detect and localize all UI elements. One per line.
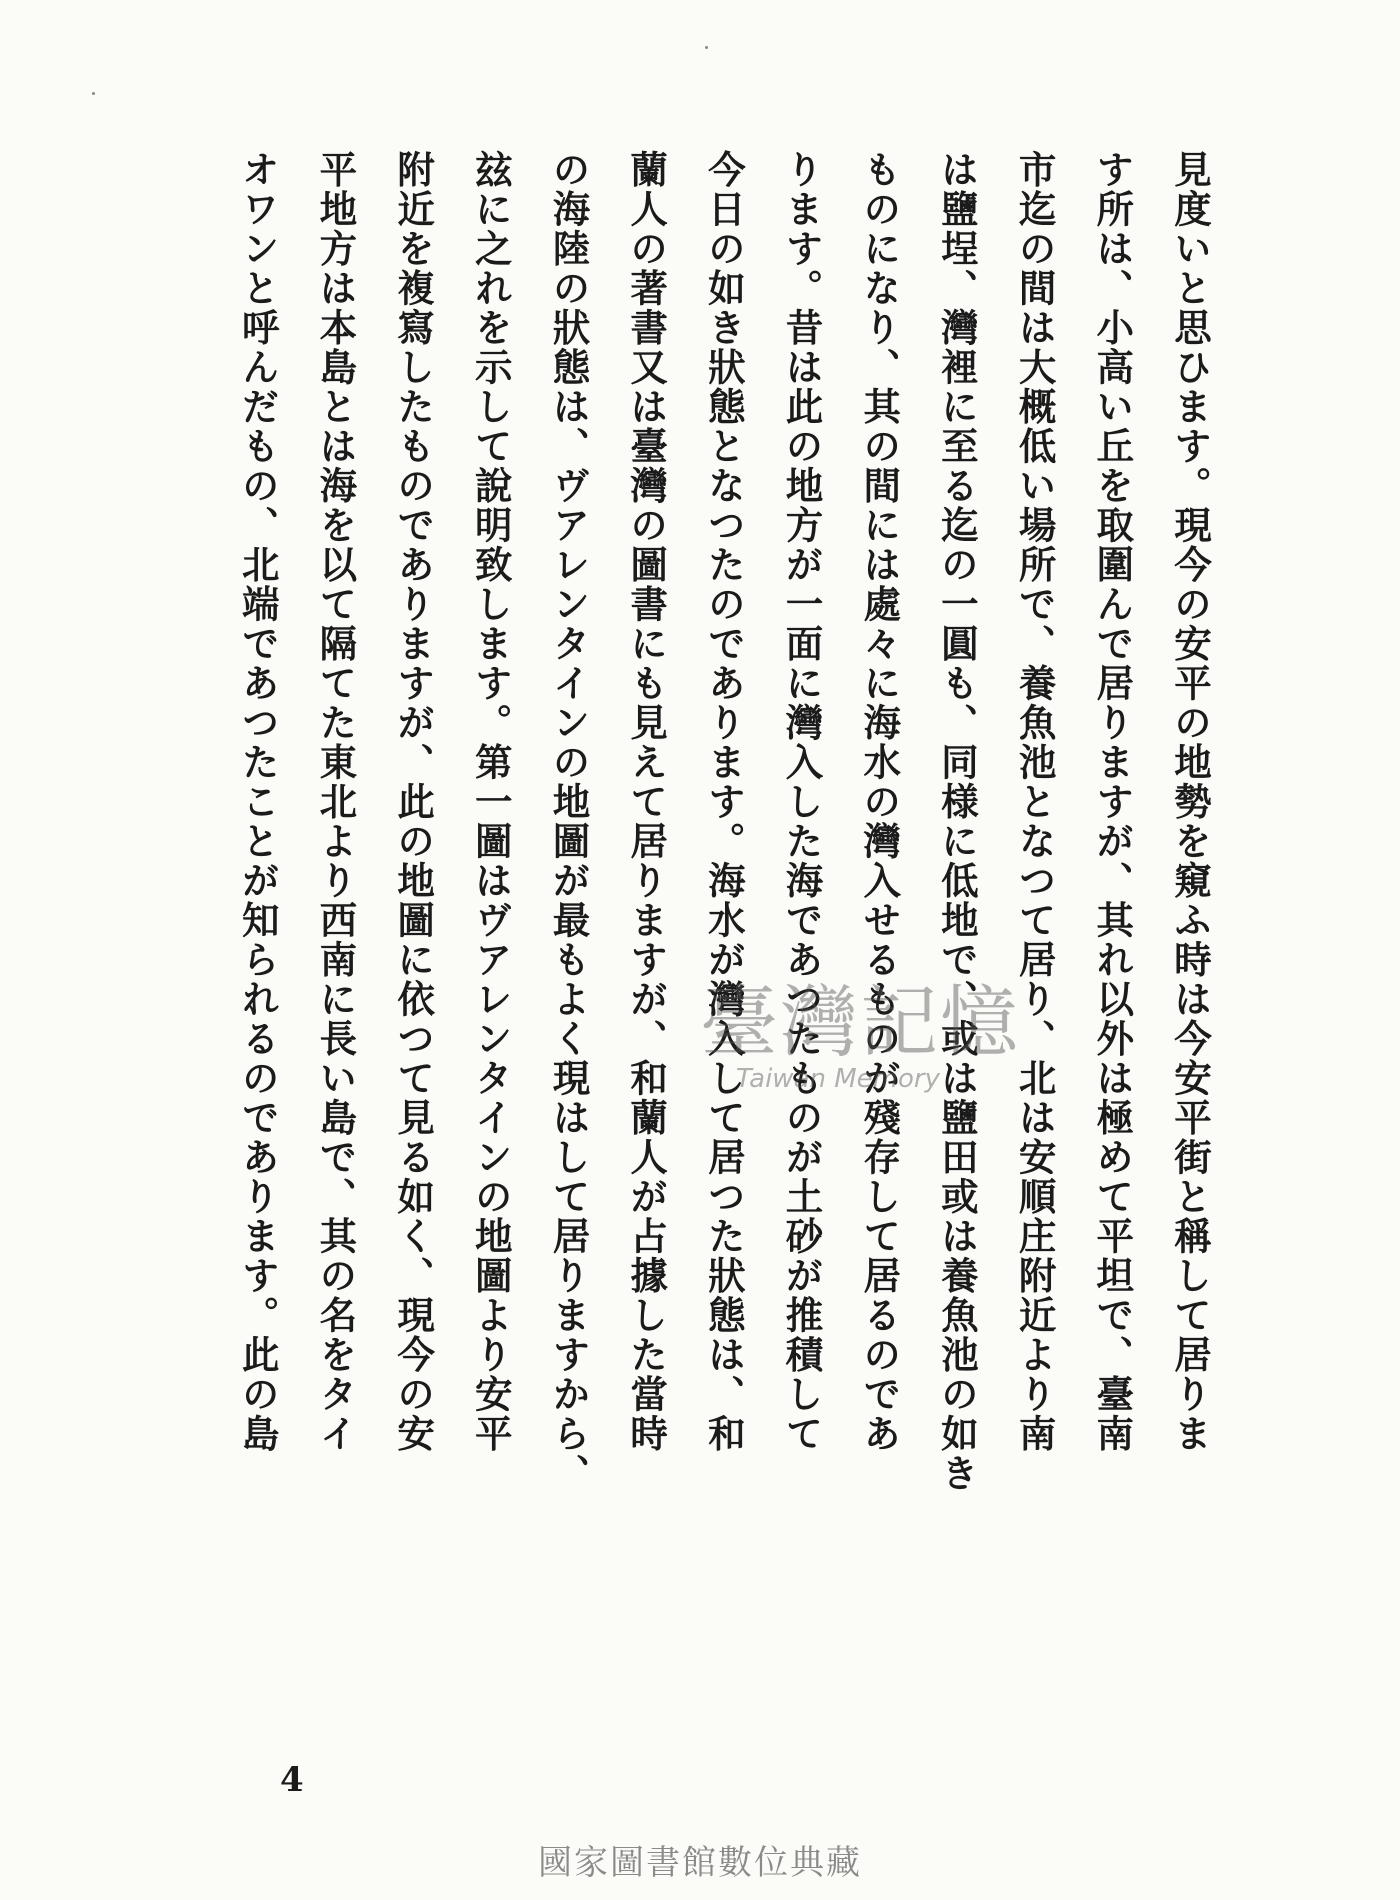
page-number: 4: [280, 1760, 304, 1800]
text-column-11: 附近を複寫したものでありますが、此の地圖に依つて見る如く、現今の安: [391, 150, 436, 1454]
vertical-text-block: [220, 150, 1230, 1710]
text-column-2: す所は、小高い丘を取圍んで居りますが、其れ以外は極めて平坦で、臺南: [1090, 150, 1135, 1454]
text-column-8: 蘭人の著書又は臺灣の圖書にも見えて居りますが、和蘭人が占據した當時: [624, 150, 669, 1454]
text-column-10: 玆に之れを示して說明致します。第一圖はヴアレンタインの地圖より安平: [468, 150, 513, 1454]
text-column-12: 平地方は本島とは海を以て隔てた東北より西南に長い島で、其の名をタイ: [313, 150, 358, 1454]
scan-speck: [705, 46, 708, 49]
text-column-9: の海陸の狀態は、ヴアレンタインの地圖が最もよく現はして居りますから、: [546, 150, 591, 1493]
watermark-english: Taiwan Memory: [736, 1064, 940, 1094]
library-footer: 國家圖書館數位典藏: [538, 1843, 862, 1883]
text-column-4: は鹽埕、灣裡に至る迄の一圓も、同様に低地で、或は鹽田或は養魚池の如き: [934, 150, 979, 1493]
text-column-1: 見度いと思ひます。現今の安平の地勢を窺ふ時は今安平街と稱して居りま: [1167, 150, 1212, 1454]
watermark-chinese: 臺灣記憶: [700, 978, 1021, 1068]
text-column-7: 今日の如き狀態となつたのであります。海水が灣入して居つた狀態は、和: [701, 150, 746, 1454]
text-column-5: ものになり、其の間には處々に海水の灣入せるものが殘存して居るのであ: [857, 150, 902, 1454]
text-column-3: 市迄の間は大概低い場所で、養魚池となつて居り、北は安順庄附近より南: [1012, 150, 1057, 1454]
text-column-13: オワンと呼んだもの、北端であつたことが知られるのであります。此の島: [235, 150, 280, 1454]
scan-speck: [92, 92, 95, 95]
text-column-6: ります。昔は此の地方が一面に灣入した海であつたものが土砂が推積して: [779, 150, 824, 1454]
